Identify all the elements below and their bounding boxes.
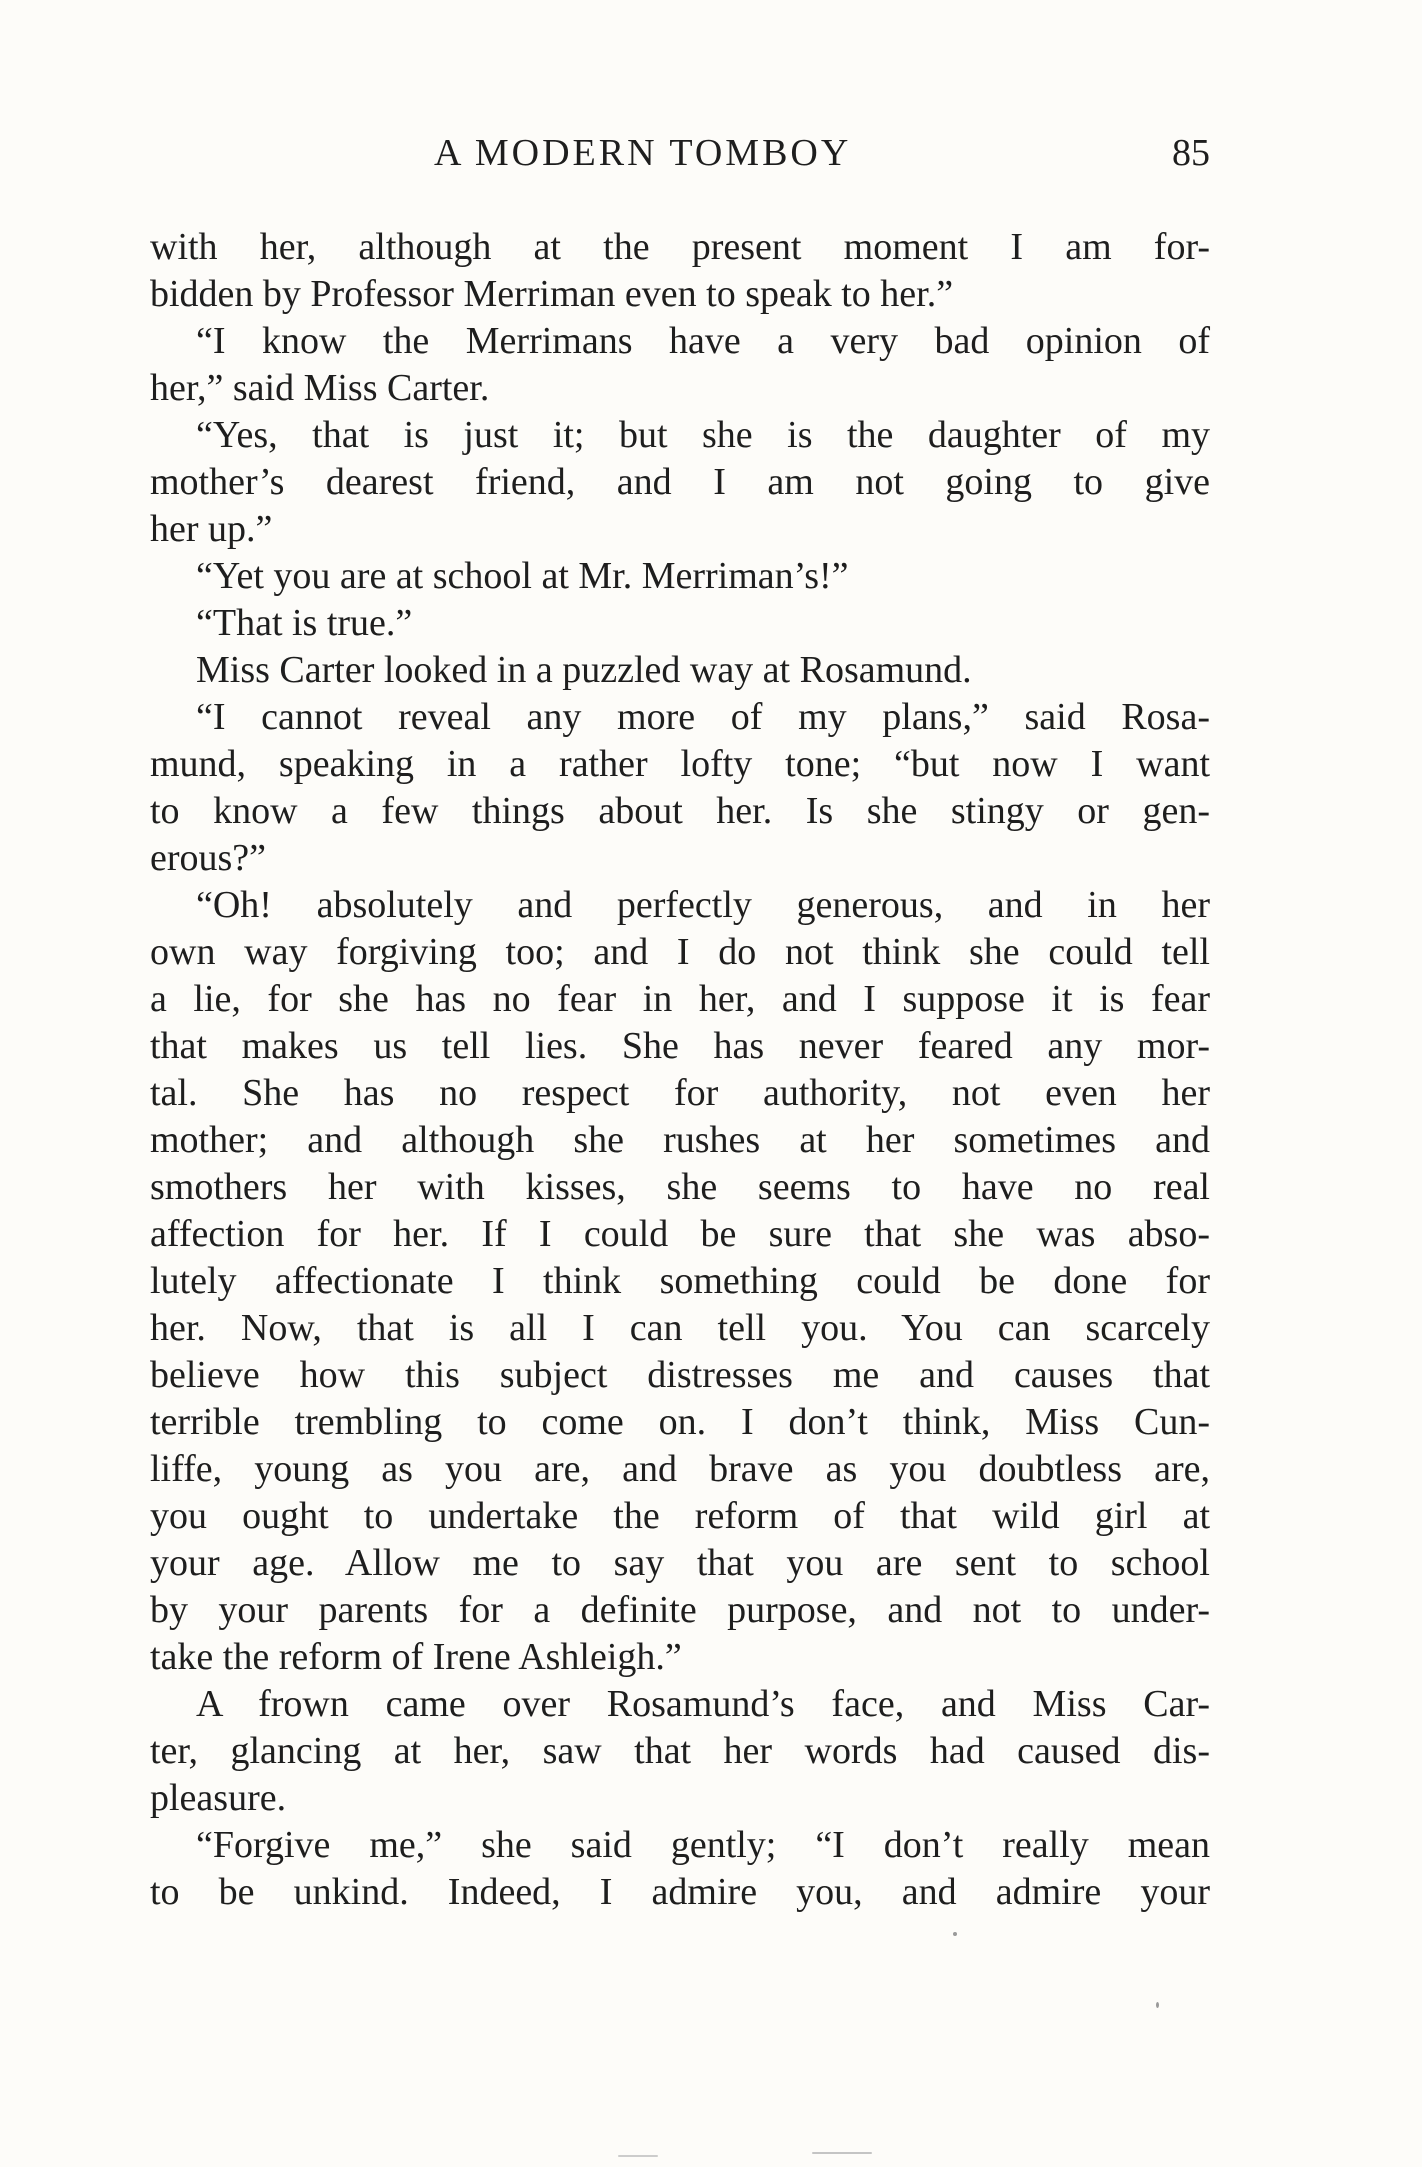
text-line: “Yes, that is just it; but she is the daughter of my: [196, 414, 1210, 456]
text-line: Miss Carter looked in a puzzled way at Rosamund.: [196, 649, 972, 691]
text-line: believe how this subject distresses me and causes that: [150, 1354, 1210, 1396]
text-line: to know a few things about her. Is she stingy or gen-: [150, 790, 1210, 832]
text-line: with her, although at the present moment I am for-: [150, 226, 1210, 268]
text-line: take the reform of Irene Ashleigh.”: [150, 1636, 682, 1678]
text-line: “Yet you are at school at Mr. Merriman’s!”: [196, 555, 849, 597]
text-line: her. Now, that is all I can tell you. You can scarcely: [150, 1307, 1210, 1349]
text-line: your age. Allow me to say that you are sent to school: [150, 1542, 1210, 1584]
text-line: liffe, young as you are, and brave as you doubtless are,: [150, 1448, 1210, 1490]
text-line: own way forgiving too; and I do not think she could tell: [150, 931, 1210, 973]
paper-speck: [953, 1932, 957, 1936]
text-line: bidden by Professor Merriman even to speak to her.”: [150, 273, 954, 315]
text-line: you ought to undertake the reform of that wild girl at: [150, 1495, 1210, 1537]
paper-speck: [812, 2152, 872, 2154]
text-line: to be unkind. Indeed, I admire you, and admire your: [150, 1871, 1210, 1913]
paper-speck: [618, 2155, 658, 2157]
text-line: A frown came over Rosamund’s face, and Miss Car-: [196, 1683, 1210, 1725]
text-line: by your parents for a definite purpose, and not to under-: [150, 1589, 1210, 1631]
text-line: mother’s dearest friend, and I am not going to give: [150, 461, 1210, 503]
text-line: mund, speaking in a rather lofty tone; “but now I want: [150, 743, 1210, 785]
text-line: “I know the Merrimans have a very bad opinion of: [196, 320, 1210, 362]
text-line: lutely affectionate I think something could be done for: [150, 1260, 1210, 1302]
running-title: A MODERN TOMBOY: [434, 132, 852, 174]
text-line: affection for her. If I could be sure that she was abso-: [150, 1213, 1210, 1255]
text-line: a lie, for she has no fear in her, and I suppose it is fear: [150, 978, 1210, 1020]
text-line: her up.”: [150, 508, 273, 550]
running-head: [150, 128, 1210, 178]
text-line: “I cannot reveal any more of my plans,” said Rosa-: [196, 696, 1210, 738]
text-line: pleasure.: [150, 1777, 287, 1819]
text-line: “Forgive me,” she said gently; “I don’t really mean: [196, 1824, 1210, 1866]
text-line: terrible trembling to come on. I don’t think, Miss Cun-: [150, 1401, 1210, 1443]
text-line: that makes us tell lies. She has never feared any mor-: [150, 1025, 1210, 1067]
text-line: ter, glancing at her, saw that her words had caused dis-: [150, 1730, 1210, 1772]
text-line: smothers her with kisses, she seems to have no real: [150, 1166, 1210, 1208]
text-line: erous?”: [150, 837, 267, 879]
text-line: mother; and although she rushes at her sometimes and: [150, 1119, 1210, 1161]
text-line: “That is true.”: [196, 602, 413, 644]
paper-speck: [1156, 2002, 1159, 2008]
text-line: tal. She has no respect for authority, not even her: [150, 1072, 1210, 1114]
body-text: [150, 224, 1210, 1916]
text-line: “Oh! absolutely and perfectly generous, and in her: [196, 884, 1210, 926]
text-line: her,” said Miss Carter.: [150, 367, 490, 409]
page-number: 85: [1172, 132, 1210, 174]
